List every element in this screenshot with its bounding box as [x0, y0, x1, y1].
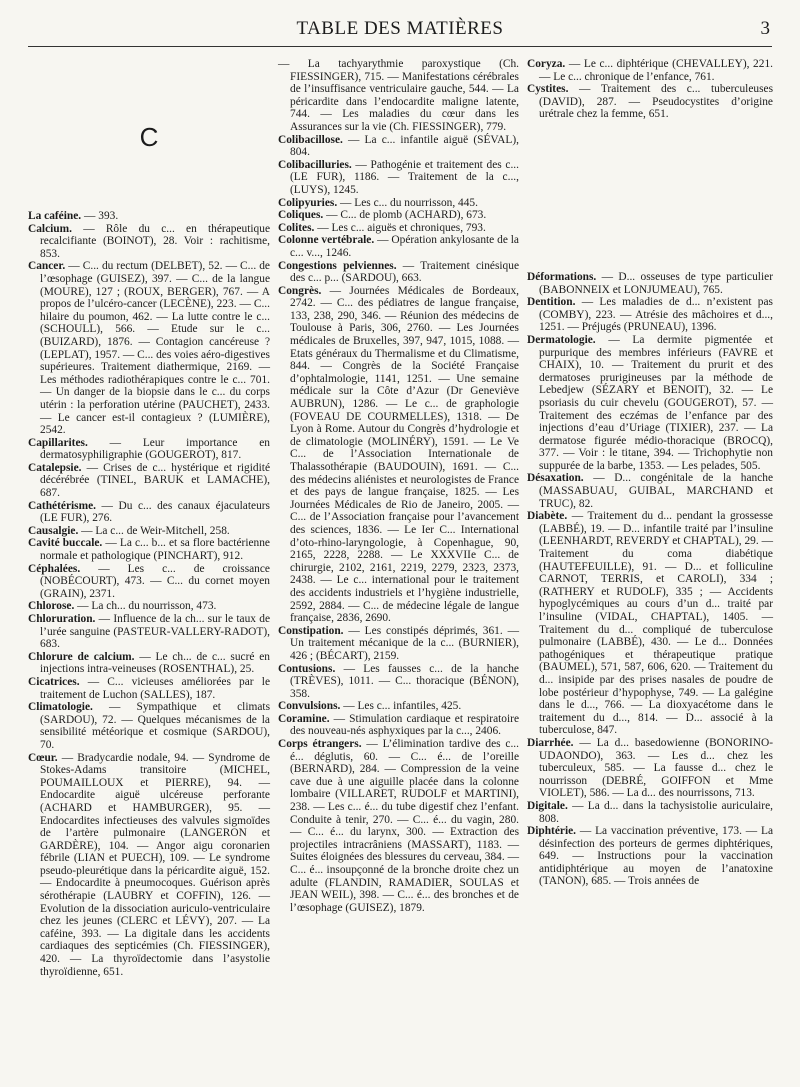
entry-term: Coramine. — [278, 712, 330, 725]
entry-term: Colipyuries. — [278, 196, 338, 209]
index-entry — [28, 500, 270, 525]
index-entry — [28, 563, 270, 601]
index-column-1 — [28, 58, 270, 978]
entry-term: Cœur. — [28, 751, 58, 764]
entry-term: Corps étrangers. — [278, 738, 362, 751]
entry-term: Cathétérisme. — [28, 499, 96, 512]
entry-text: — La tachyarythmie paroxystique (Ch. FIESSINGER), 715. — Manifestations cérébrales de l’insuffisance ventriculaire gauche, 544. — La péricardite dans l’endocardite maligne latente, 744. — Les maladies du cœur dans les Assurances sur la vie (Ch. FIESSINGER), 779. — [278, 58, 519, 133]
entry-text: — Le ch... de c... sucré en injections intra-veineuses (ROSENTHAL), 25. — [40, 650, 270, 676]
section-letter: C — [139, 122, 159, 152]
entry-term: Cavité buccale. — [28, 537, 103, 550]
index-entry — [278, 58, 519, 134]
index-entry — [28, 651, 270, 676]
entry-text: — Influence de la ch... sur le taux de l’urée sanguine (PASTEUR-VALLERY-RADOT), 683. — [40, 613, 270, 651]
entry-text: — Sympathique et climats (SARDOU), 72. — Quelques mécanismes de la sensibilité météorique et cosmique (SARDOU), 70. — [40, 701, 270, 751]
index-entry — [527, 296, 773, 334]
entry-term: Cicatrices. — [28, 675, 80, 688]
index-column-2 — [278, 58, 519, 914]
index-entry — [527, 472, 773, 510]
entry-list — [527, 58, 773, 888]
index-entry — [28, 223, 270, 261]
page-title: TABLE DES MATIÈRES — [296, 18, 504, 39]
index-entry — [28, 537, 270, 562]
entry-text: — La ch... du nourrisson, 473. — [74, 600, 217, 613]
index-entry — [278, 134, 519, 159]
entry-text: — La d... dans la tachysistolie auriculaire, 808. — [539, 799, 773, 825]
entry-term: Chloruration. — [28, 613, 96, 625]
entry-text: — Du c... des canaux éjaculateurs (LE FUR), 276. — [40, 499, 270, 525]
entry-term: Coliques. — [278, 209, 324, 222]
entry-text: — Journées Médicales de Bordeaux, 2742. — C... des pédiatres de langue française, 133, 238, 290, 346. — Réunion des médecins de Toulouse à Paris, 306, 2760. — Les Journées médicales de Bruxelles, 397, 947, 1015, 1088. — Etats généraux du Thermalisme et du Climatisme, 844. — Congrès de la Société Française d’ophtalmologie, 1141, 1251. — Une semaine médicale sur la Côte d’Azur (Dr Geneviève AUBRUN), 1286. — Le c... de graphologie (FOVEAU DE COURMELLES), 1318. — De Lyon à Rome. Autour du Congrès d’hydrologie et de climatologie (MOLINÉRY), 1591. — Le Ve C... de l’Association Internationale de Thalassothérapie (BAUDOUIN), 1691. — C... des médecins aliénistes et neurologistes de France et des pays de langue française, 1825. — Les Journées Médicales de Rio de Janeiro, 2005. — C... de l’Association française pour l’avancement des sciences, 1836. — Le Ier C... International d’oto-rhino-laryngologie, à Copenhague, 90, 2165, 2228, 2288. — Le XXXVIIe C... de chirurgie, 2102, 2161, 2219, 2279, 2323, 2373, 2438. — Le c... international pour le traitement des accidents industriels et l’hygiène industrielle, 2592, 2884. — C... de médecine légale de langue française, 2836, 2690. — [290, 284, 519, 625]
entry-text: — 393. — [81, 210, 119, 222]
entry-text: — Les constipés déprimés, 361. — Un traitement mécanique de la c... (BURNIER), 426 ; (BÉCART), 2159. — [290, 624, 519, 662]
entry-term: Colites. — [278, 221, 315, 234]
entry-term: Capillarites. — [28, 436, 88, 449]
index-entry — [278, 663, 519, 701]
entry-text: — Traitement du d... pendant la grossesse (LABBÉ), 19. — D... infantile traité par l’insuline (LEENHARDT, REVERDY et CHAPTAL), 29. — Traitement du coma diabétique (HAUTEFEUILLE), 91. — D... et folliculine CARNOT, TERRIS, et CAROLI), 334 ; (RATHERY et RUDOLF), 335 ; — Accidents hypoglycémiques au cours d’un d... traité par l’insuline (VIDAL, CHAPTAL), 1405. — Traitement du d... compliqué de tuberculose pulmonaire (LABBÉ), 430. — Le d... Données pathogéniques et thérapeutique pratique (BAUMEL), 571, 587, 606, 620. — Traitement du d... insipide par des prises nasales de poudre de lobe postérieur d’hypophyse, 749. — La galégine dans le d..., 766. — La dioxyacétome dans le traitement du d..., 814. — D... associé à la tuberculose, 847. — [539, 510, 773, 737]
index-entry — [28, 260, 270, 436]
index-entry — [527, 58, 773, 83]
index-entry — [28, 462, 270, 500]
entry-text: — Bradycardie nodale, 94. — Syndrome de Stokes-Adams transitoire (MICHEL, POUMAILLOUX et PIERRE), 94. — Endocardite aiguë ulcéreuse perforante (ACHARD et HAMBURGER), 95. — Endocardites infectieuses des valvules sigmoïdes de l’artère pulmonaire (LANGERON et GARDÈRE), 104. — Angor aigu coronarien fébrile (LIAN et PUECH), 109. — Le syndrome pseudo-pleurétique dans la péricardite aiguë, 152. — Endocardite à pneumocoques. Guérison après sérothérapie (LAUBRY et COFFIN), 126. — Evolution de la dissociation auriculo-ventriculaire chez les jeunes (CLERC et LÉVY), 207. — La caféine, 393. — La digitale dans les accidents cardiaques des septicémies (Ch. FIESSINGER), 420. — La thyroïdectomie dans l’asystolie thyroïdienne, 651. — [40, 751, 270, 978]
entry-text: — Rôle du c... en thérapeutique recalcifiante (BOINOT), 28. Voir : rachitisme, 853. — [40, 222, 270, 260]
index-entry — [278, 197, 519, 210]
entry-text: — Crises de c... hystérique et rigidité décérébrée (TINEL, BARUK et LAMACHE), 687. — [40, 461, 270, 500]
entry-term: Chlorure de calcium. — [28, 650, 135, 663]
entry-term: Désaxation. — [527, 472, 584, 485]
entry-term: Diphtérie. — [527, 825, 577, 838]
entry-text: — D... congénitale de la hanche (MASSABUAU, GUIBAL, MARCHAND et TRUC), 82. — [539, 472, 773, 510]
index-entry — [28, 210, 270, 223]
column-gap — [527, 121, 773, 271]
entry-text: — Leur importance en dermatosyphiligraphie (GOUGEROT), 817. — [40, 436, 270, 462]
header-rule — [28, 46, 772, 47]
index-entry — [28, 613, 270, 651]
entry-term: Déformations. — [527, 270, 597, 283]
index-entry — [527, 737, 773, 800]
index-entry — [527, 800, 773, 825]
entry-text: — La d... basedowienne (BONORINO-UDAONDO), 363. — Les d... chez les tuberculeux, 585. — La fausse d... chez le nourrisson (DEBRÉ, GOIFFON et Mme VIOLET), 586. — La d... des nourrissons, 713. — [539, 736, 773, 800]
index-entry — [527, 334, 773, 473]
index-entry — [527, 510, 773, 737]
entry-text: — Traitement cinésique des c... p... (SARDOU), 663. — [290, 259, 519, 285]
index-entry — [278, 738, 519, 914]
entry-text: — Les maladies de d... n’existent pas (COMBY), 223. — Atrésie des mâchoires et d..., 1251. — Préjugés (PRUNEAU), 1396. — [539, 296, 773, 334]
entry-text: — Les c... infantiles, 425. — [340, 700, 462, 713]
entry-term: Colibacilluries. — [278, 158, 352, 171]
page-number: 3 — [760, 18, 770, 39]
index-entry — [28, 752, 270, 979]
entry-term: Dermatologie. — [527, 333, 596, 346]
entry-text: — Les c... du nourrisson, 445. — [337, 196, 478, 209]
entry-text: — L’élimination tardive des c... é... déglutis, 60. — C... é... de l’oreille (BERNARD), 284. — Compression de la veine cave due à une aiguille placée dans la colonne lombaire (VILLARET, RUDOLF et MARTINI), 238. — Les c... é... du tube digestif chez l’enfant. Conduite à tenir, 270. — C... é... du vagin, 280. — C... é... du larynx, 300. — Extraction des projectiles intracrâniens (MASSART), 1183. — Suites éloignées des blessures du cerveau, 384. — C... é... insoupçonné de la bronche droite chez un adulte (FLANDIN, RAMADIER, SOULAS et JEAN WEIL), 398. — C... é... des bronches et de l’œsophage (GUISEZ), 1879. — [290, 738, 519, 914]
entry-text: — La vaccination préventive, 173. — La désinfection des porteurs de germes diphtériques, 649. — Instructions pour la vaccination antidiphtérique au moyen de l’anatoxine (TANON), 685. — Trois années de — [539, 825, 773, 888]
index-entry — [28, 525, 270, 538]
entry-text: — D... osseuses de type particulier (BABONNEIX et LONJUMEAU), 765. — [539, 270, 773, 296]
entry-term: Colonne vertébrale. — [278, 234, 375, 247]
entry-term: Coryza. — [527, 58, 566, 70]
index-entry — [278, 222, 519, 235]
index-entry — [278, 700, 519, 713]
index-entry — [28, 600, 270, 613]
index-entry — [278, 260, 519, 285]
entry-term: Chlorose. — [28, 600, 75, 613]
entry-text: — Opération ankylosante de la c... v..., 1246. — [290, 234, 519, 259]
entry-term: Colibacillose. — [278, 133, 343, 146]
index-entry — [278, 159, 519, 197]
entry-term: Convulsions. — [278, 700, 341, 713]
entry-list — [28, 210, 270, 978]
index-entry — [527, 83, 773, 121]
entry-text: — Les fausses c... de la hanche (TRÈVES), 1011. — C... thoracique (BÉNON), 358. — [290, 662, 519, 700]
entry-term: Diarrhée. — [527, 736, 574, 749]
entry-term: Catalepsie. — [28, 461, 82, 474]
entry-term: Causalgie. — [28, 524, 79, 537]
entry-text: — La c... infantile aiguë (SÉVAL), 804. — [290, 133, 519, 159]
entry-text: — Le c... diphtérique (CHEVALLEY), 221. — Le c... chronique de l’enfance, 761. — [539, 58, 773, 83]
index-entry — [527, 271, 773, 296]
index-entry — [278, 713, 519, 738]
entry-term: Cancer. — [28, 260, 66, 273]
entry-text: — C... du rectum (DELBET), 52. — C... de l’œsophage (GUISEZ), 397. — C... de la langue (MOURE), 127 ; (ROUX, BERGER), 767. — A propos de l’ulcéro-cancer (LECÈNE), 223. — C... hilaire du poumon, 462. — La lutte contre le c... (SCHOULL), 566. — Etude sur le c... (BUIZARD), 1876. — Contagion cancéreuse ? (LEPLAT), 1957. — C... des voies aéro-digestives supérieures. Traitement diathermique, 2169. — Les méthodes radiothérapiques contre le c... 701. — Un danger de la biopsie dans le c... du corps utérin : la perforation utérine (PAUCHET), 2433. — Le cancer est-il contagieux ? (LUMIÈRE), 2542. — [40, 260, 270, 437]
entry-text: — Stimulation cardiaque et respiratoire des nouveau-nés asphyxiques par la c..., 2406. — [290, 712, 519, 738]
page-header — [28, 16, 772, 44]
entry-term: Céphalées. — [28, 562, 81, 575]
entry-term: Contusions. — [278, 662, 336, 675]
entry-text: — La c... de Weir-Mitchell, 258. — [78, 524, 230, 537]
entry-term: Climatologie. — [28, 701, 93, 714]
index-entry — [278, 209, 519, 222]
entry-text: — Pathogénie et traitement des c... (LE FUR), 1186. — Traitement de la c..., (LUYS), 1245. — [290, 158, 519, 196]
entry-text: — C... de plomb (ACHARD), 673. — [323, 209, 487, 222]
entry-text: — La dermite pigmentée et purpurique des membres inférieurs (FAVRE et CHAIX), 10. — Traitement du prurit et des dermatoses prurigineuses par la méthode de Lebedjew (SÉZARY et BENOIT), 32. — Le psoriasis du cuir chevelu (GOUGEROT), 57. — Traitement des eczémas de l’enfance par des injections d’eau d’Uriage (TIXIER), 237. — La dermatose figurée médio-thoracique (BROCQ), 377. — Voir : le titane, 394. — Trichophytie non suppurée de la barbe, 1353. — Les pelades, 505. — [539, 333, 773, 472]
entry-text: — Traitement des c... tuberculeuses (DAVID), 287. — Pseudocystites d’origine urétrale chez la femme, 651. — [539, 83, 773, 121]
index-entry — [527, 825, 773, 888]
entry-text: — Les c... de croissance (NOBÉCOURT), 473. — C... du cornet moyen (GRAIN), 2371. — [40, 562, 270, 600]
entry-term: Digitale. — [527, 799, 568, 812]
index-column-3 — [527, 58, 773, 888]
entry-text: — Les c... aiguës et chroniques, 793. — [314, 221, 486, 234]
index-entry — [28, 437, 270, 462]
entry-term: Diabète. — [527, 510, 568, 523]
index-entry — [278, 625, 519, 663]
entry-term: Dentition. — [527, 296, 576, 309]
entry-text: — La c... b... et sa flore bactérienne normale et pathologique (PINCHART), 912. — [40, 537, 270, 563]
entry-list — [278, 58, 519, 914]
entry-text: — C... vicieuses améliorées par le traitement de Luchon (SALLES), 187. — [40, 675, 270, 701]
index-entry — [278, 234, 519, 259]
entry-term: Congestions pelviennes. — [278, 259, 397, 272]
index-entry — [28, 701, 270, 751]
entry-term: Constipation. — [278, 624, 344, 637]
entry-term: Congrès. — [278, 284, 322, 297]
index-entry — [28, 676, 270, 701]
entry-term: La caféine. — [28, 210, 82, 222]
index-entry — [278, 285, 519, 625]
entry-term: Cystites. — [527, 83, 569, 96]
entry-term: Calcium. — [28, 222, 72, 235]
